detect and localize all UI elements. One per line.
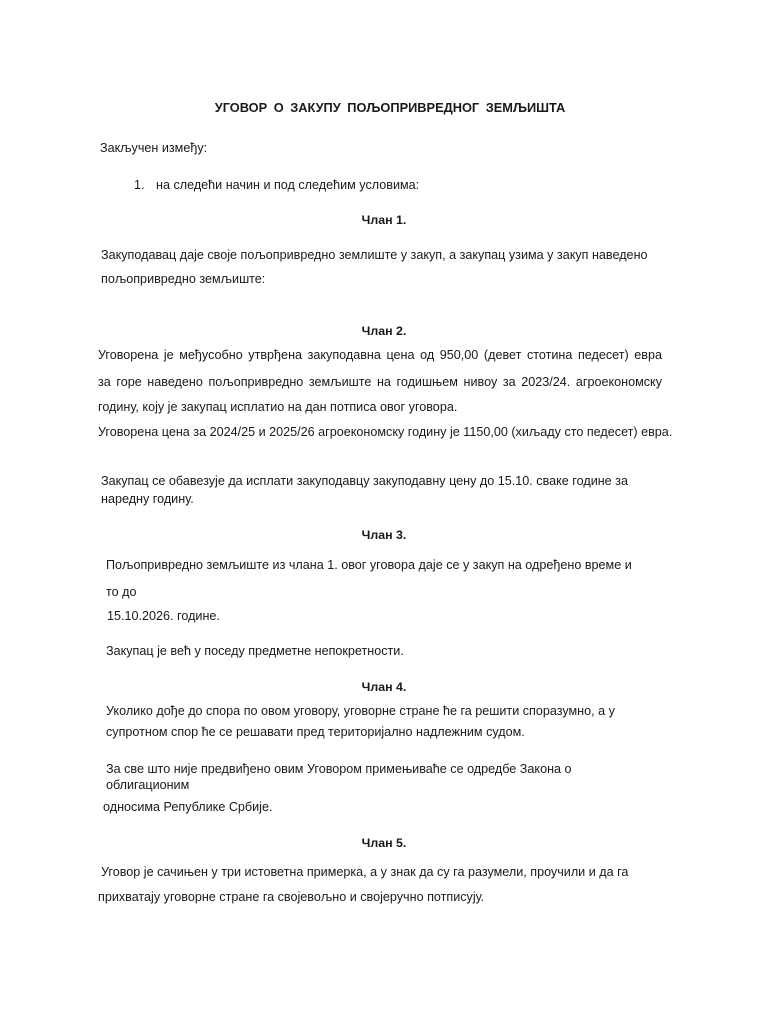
article-3-line-2: то до <box>106 585 137 599</box>
article-3-line-1: Пољопривредно земљиште из члана 1. овог уговора даје се у закуп на одређено време и <box>106 558 632 572</box>
article-5-heading: Члан 5. <box>361 836 407 850</box>
article-1-heading: Члан 1. <box>361 213 407 227</box>
article-3-line-3: 15.10.2026. године. <box>107 609 220 623</box>
article-2-line-2: за горе наведено пољопривредно земљиште на годишњем нивоу за 2023/24. агроекономску <box>98 375 662 389</box>
article-2-heading: Члан 2. <box>361 324 407 338</box>
article-3-possession: Закупац је већ у поседу предметне непокретности. <box>106 644 404 658</box>
article-4-law-line-3: односима Републике Србије. <box>103 800 273 814</box>
article-4-law-line-1: За све што није предвиђено овим Уговором примењиваће се одредбе Закона о <box>106 762 572 776</box>
article-3-heading: Члан 3. <box>361 528 407 542</box>
list-item-number: 1. <box>134 178 145 192</box>
article-2-line-4: Уговорена цена за 2024/25 и 2025/26 агроекономску годину је 1150,00 (хиљаду сто педесет) евра. <box>98 425 673 439</box>
article-5-line-1: Уговор је сачињен у три истоветна примерка, а у знак да су га разумели, проучили и да га <box>101 865 629 879</box>
article-1-line-1: Закуподавац даје своје пољопривредно землиште у закуп, а закупац узима у закуп наведено <box>101 248 648 262</box>
article-2-line-3: годину, коју је закупац исплатио на дан потписа овог уговора. <box>98 400 458 414</box>
article-4-heading: Члан 4. <box>361 680 407 694</box>
article-4-line-2: супротном спор ће се решавати пред територијално надлежним судом. <box>106 725 525 739</box>
article-2-line-1: Уговорена је међусобно утврђена закуподавна цена од 950,00 (девет стотина педесет) евра <box>98 348 662 362</box>
concluded-between-label: Закључен између: <box>100 141 208 155</box>
article-4-law-line-2: облигационим <box>106 778 190 792</box>
article-1-line-2: пољопривредно земљиште: <box>101 272 266 286</box>
article-4-line-1: Уколико дође до спора по овом уговору, уговорне стране ће га решити споразумно, а у <box>106 704 615 718</box>
list-item-text: на следећи начин и под следећим условима: <box>156 178 420 192</box>
article-5-line-2: прихватају уговорне стране га својевољно и својеручно потписују. <box>98 890 485 904</box>
article-2-payment-line-1: Закупац се обавезује да исплати закуподавцу закуподавну цену до 15.10. сваке године за <box>101 474 628 488</box>
article-2-payment-line-2: наредну годину. <box>101 492 194 506</box>
document-title: УГОВОР О ЗАКУПУ ПОЉОПРИВРЕДНОГ ЗЕМЉИШТА <box>214 100 566 115</box>
